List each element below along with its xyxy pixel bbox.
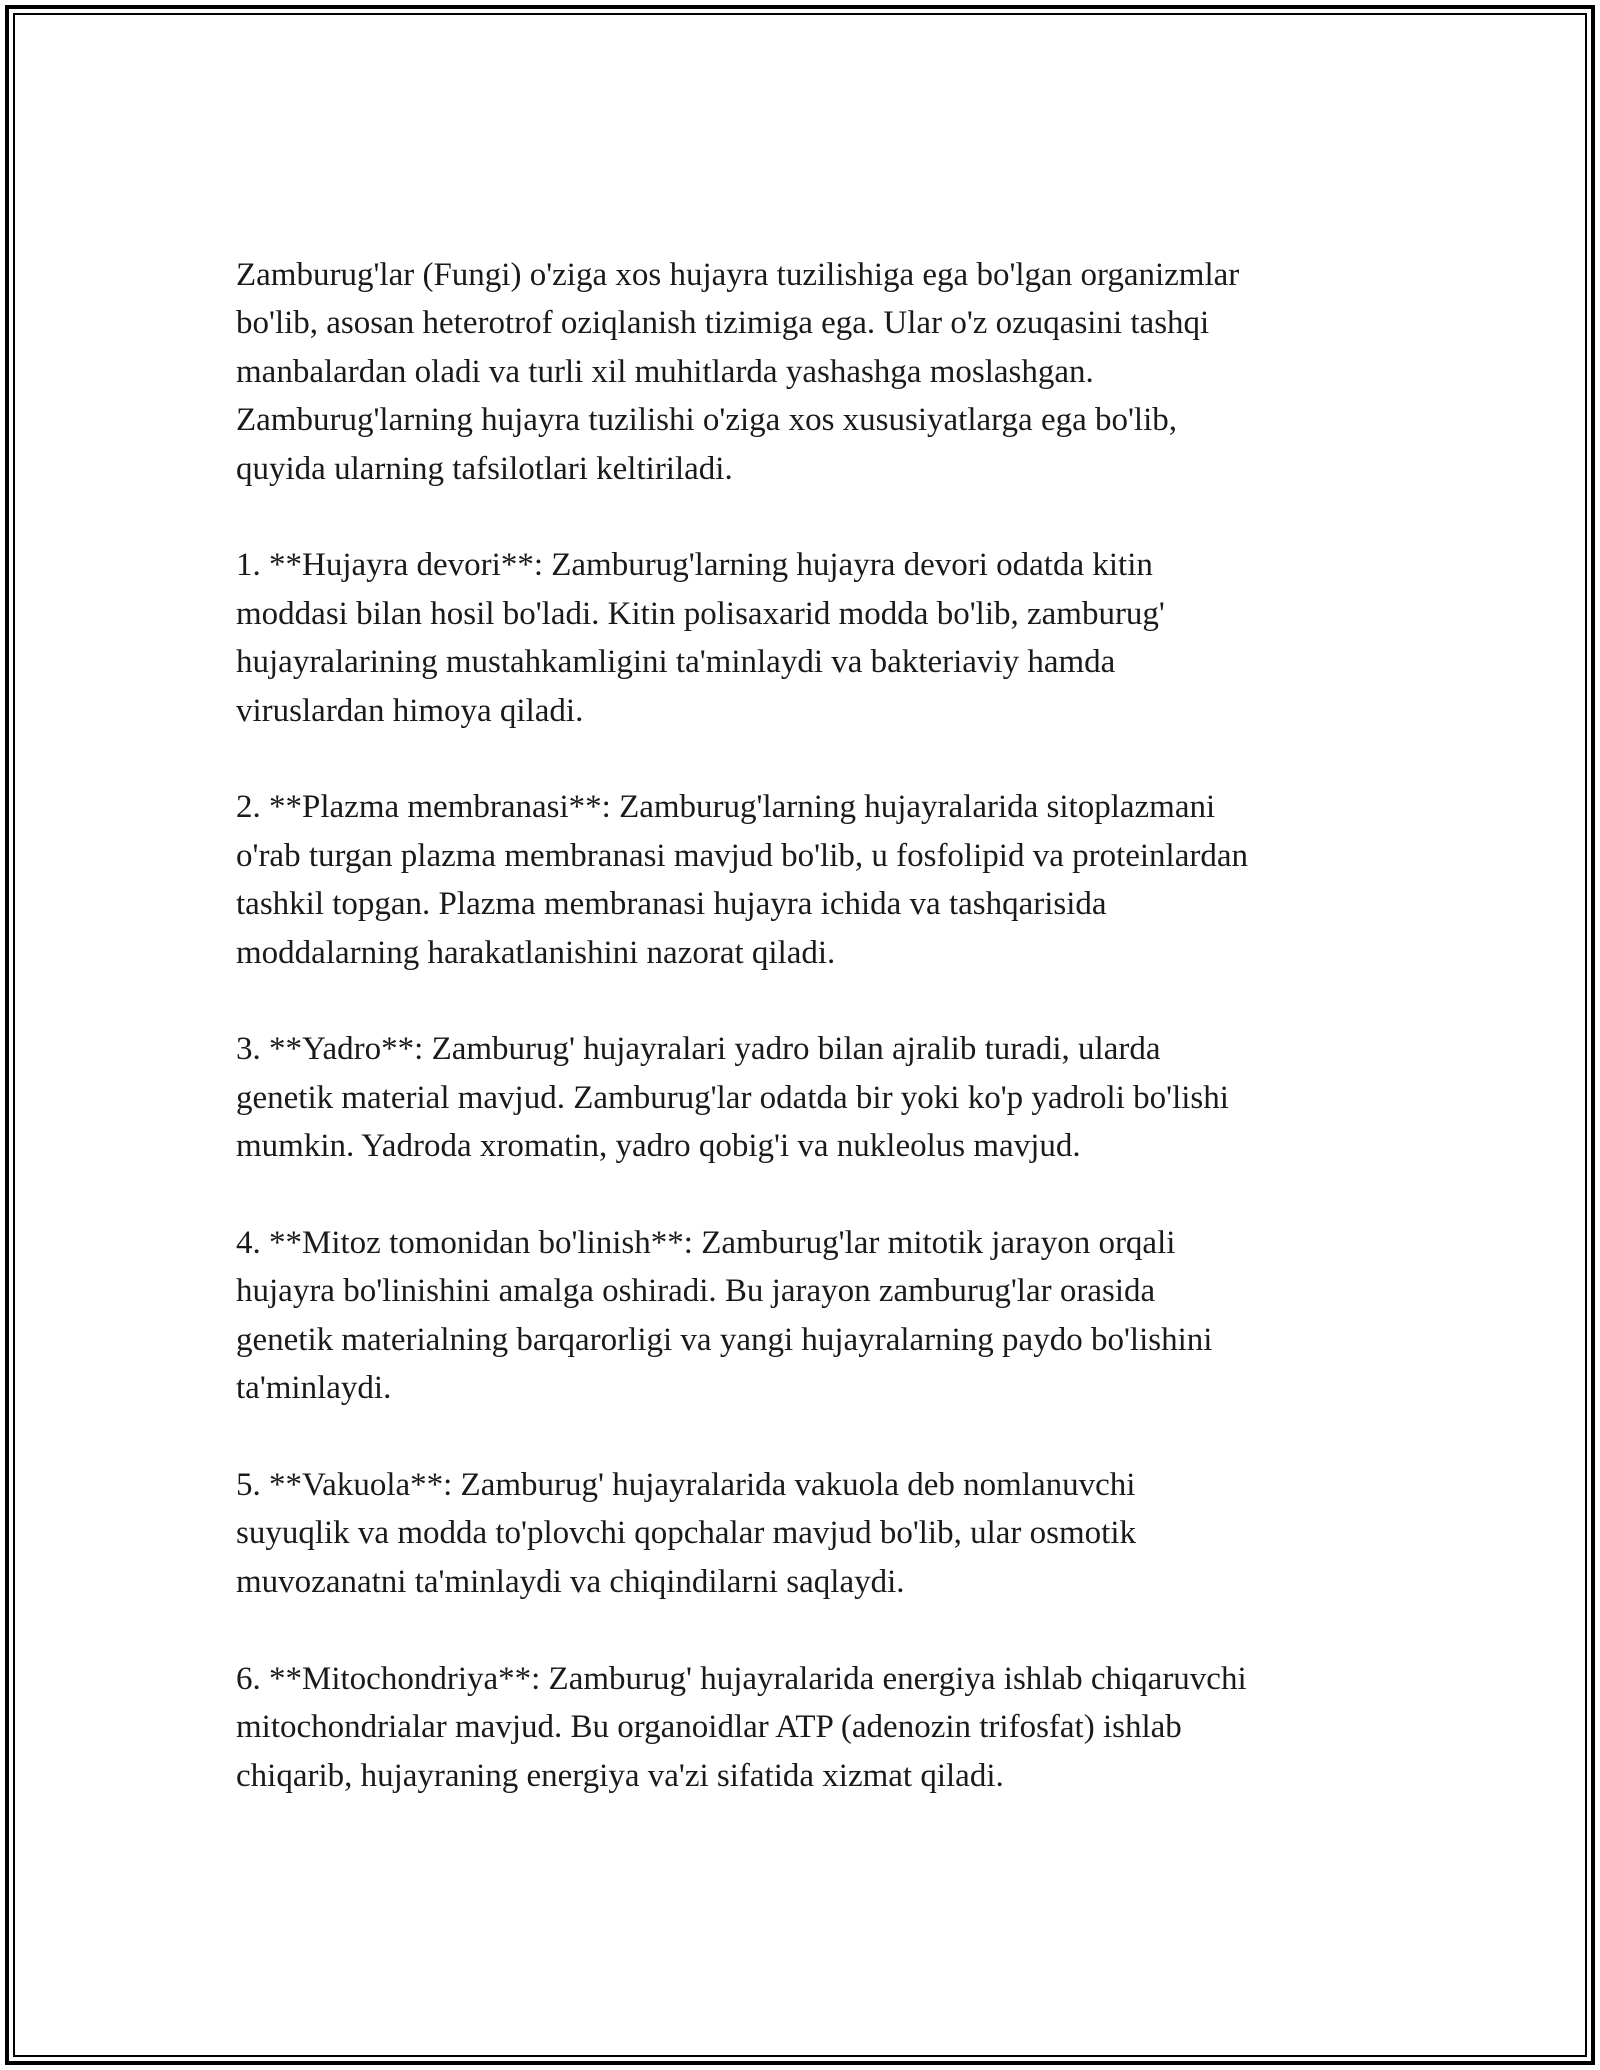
paragraph-nucleus: 3. **Yadro**: Zamburug' hujayralari yadro bilan ajralib turadi, ularda genetik material mavjud. Zamburug'lar odatda bir yoki ko'p yadroli bo'lishi mumkin. Yadroda xromatin, yadro qobig'i va nukleolus mavjud. [236, 1031, 1229, 1165]
intro-paragraph: Zamburug'lar (Fungi) o'ziga xos hujayra tuzilishiga ega bo'lgan organizmlar bo'lib, asosan heterotrof oziqlanish tizimiga ega. Ular o'z ozuqasini tashqi manbalardan oladi va turli xil muhitlarda yashashga moslashgan. Zamburug'larning hujayra tuzilishi o'ziga xos xususiyatlarga ega bo'lib, quyida ularning tafsilotlari keltiriladi. [236, 257, 1240, 487]
paragraph-vacuole: 5. **Vakuola**: Zamburug' hujayralarida vakuola deb nomlanuvchi suyuqlik va modda to'plovchi qopchalar mavjud bo'lib, ular osmotik muvozanatni ta'minlaydi va chiqindilarni saqlaydi. [236, 1467, 1137, 1600]
paragraph-mitosis: 4. **Mitoz tomonidan bo'linish**: Zamburug'lar mitotik jarayon orqali hujayra bo'linishini amalga oshiradi. Bu jarayon zamburug'lar orasida genetik materialning barqarorligi va yangi hujayralarning paydo bo'lishini ta'minlaydi. [236, 1225, 1213, 1407]
paragraph-mitochondria: 6. **Mitochondriya**: Zamburug' hujayralarida energiya ishlab chiqaruvchi mitochondrialar mavjud. Bu organoidlar ATP (adenozin trifosfat) ishlab chiqarib, hujayraning energiya va'zi sifatida xizmat qiladi. [236, 1660, 1247, 1794]
paragraph-plasma-membrane: 2. **Plazma membranasi**: Zamburug'larning hujayralarida sitoplazmani o'rab turgan plazma membranasi mavjud bo'lib, u fosfolipid va proteinlardan tashkil topgan. Plazma membranasi hujayra ichida va tashqarisida moddalarning harakatlanishini nazorat qiladi. [236, 789, 1249, 971]
paragraph-cell-wall: 1. **Hujayra devori**: Zamburug'larning hujayra devori odatda kitin moddasi bilan hosil bo'ladi. Kitin polisaxarid modda bo'lib, zamburug' hujayralarining mustahkamligini ta'minlaydi va bakteriaviy hamda viruslardan himoya qiladi. [236, 547, 1165, 729]
document-body [236, 251, 1396, 1848]
